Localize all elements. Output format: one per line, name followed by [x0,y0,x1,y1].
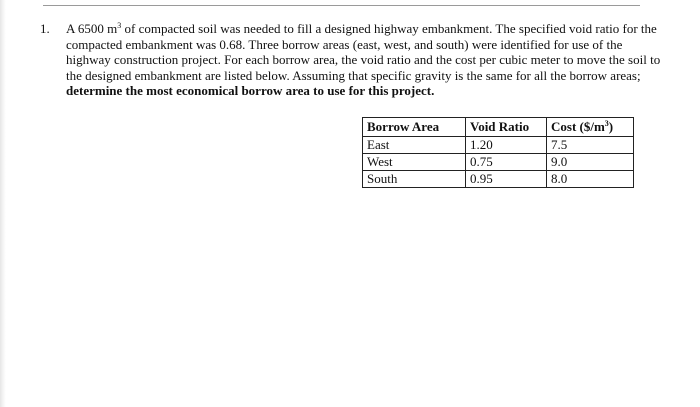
cubic-superscript: 3 [117,21,122,30]
cell-area: West [363,154,466,171]
question-text-part-b: of compacted soil was needed to fill a designed highway embankment. The specified void ratio for the compacted embankment was 0.68. Three borrow areas (east, west, and south) were identified for use of the highway construction project. For each borrow area, the void ratio and the cost per cubic meter to move the soil to the designed embankment are listed below. Assuming that specific gravity is the same for all the borrow areas; [66,21,661,83]
header-cost-label: Cost ($/m [551,119,605,134]
borrow-area-table [362,117,634,188]
header-cost-superscript: 3 [604,119,609,128]
cell-void-ratio: 1.20 [466,137,547,154]
cell-cost: 8.0 [547,171,634,188]
cell-void-ratio: 0.95 [466,171,547,188]
cell-void-ratio: 0.75 [466,154,547,171]
question-text-part-a: A 6500 m [66,21,118,36]
cell-area: East [363,137,466,154]
table-row [363,137,634,154]
header-cost [547,118,634,137]
table-row [363,154,634,171]
cell-cost: 7.5 [547,137,634,154]
page-edge-shadow [0,0,6,407]
table-header-row [363,118,634,137]
cell-area: South [363,171,466,188]
header-borrow-area: Borrow Area [363,118,466,137]
question-number: 1. [40,21,50,36]
table-row [363,171,634,188]
cell-cost: 9.0 [547,154,634,171]
question-text [66,21,665,99]
question-1 [40,21,665,99]
top-divider [43,5,640,6]
header-void-ratio: Void Ratio [466,118,547,137]
question-end-period: . [431,83,435,99]
header-cost-close: ) [608,119,614,134]
question-task-bold: determine the most economical borrow area to use for this project [66,83,432,99]
